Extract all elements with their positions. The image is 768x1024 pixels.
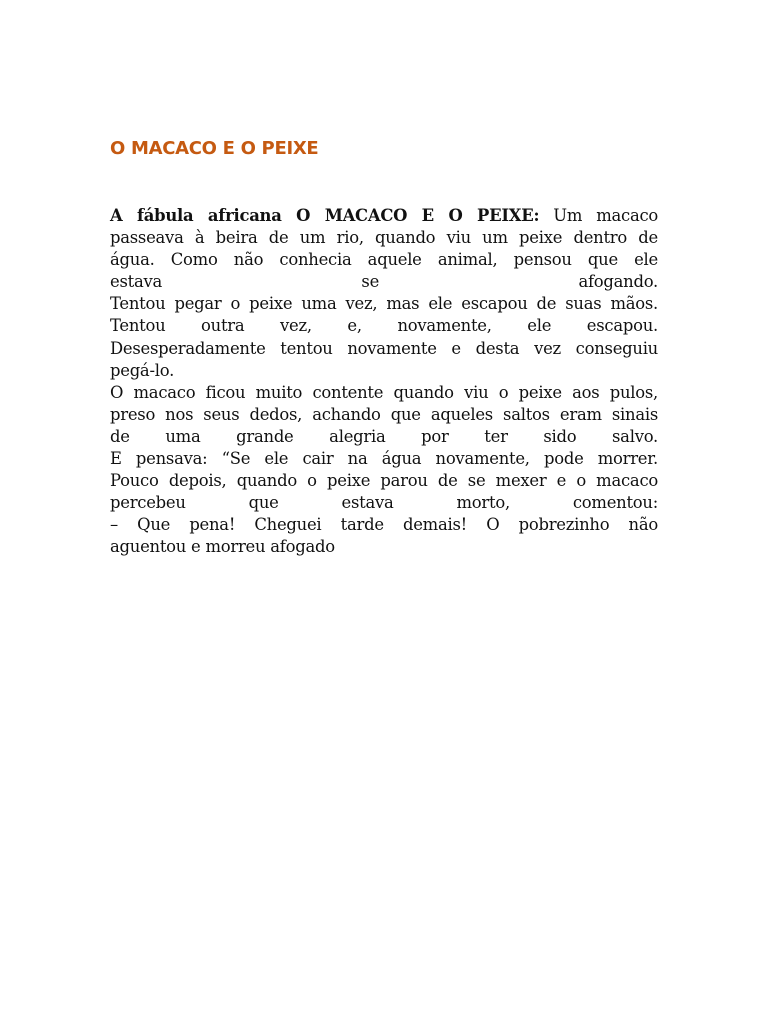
text-line-5: Tentou pegar o peixe uma vez, mas ele escapou de suas mãos.	[110, 294, 658, 314]
story-body	[110, 205, 658, 559]
story-title: O MACACO E O PEIXE	[110, 138, 319, 159]
text-line-16: aguentou e morreu afogado	[110, 537, 335, 557]
text-line-6: Tentou outra vez, e, novamente, ele escapou.	[110, 316, 658, 336]
lead-bold-text: A fábula africana O MACACO E O PEIXE:	[110, 206, 540, 225]
text-line-1	[110, 205, 658, 227]
text-line-12: E pensava: “Se ele cair na água novamente, pode morrer.	[110, 449, 658, 469]
text-line-13: Pouco depois, quando o peixe parou de se mexer e o macaco	[110, 471, 658, 491]
text-line-9: O macaco ficou muito contente quando viu o peixe aos pulos,	[110, 382, 658, 402]
text-line-8: pegá-lo.	[110, 360, 175, 380]
text-line-2: passeava à beira de um rio, quando viu um peixe dentro de	[110, 228, 658, 248]
text-line-15: – Que pena! Cheguei tarde demais! O pobrezinho não	[110, 515, 658, 535]
first-line-rest: Um macaco	[539, 206, 659, 225]
text-line-14: percebeu que estava morto, comentou:	[110, 493, 658, 513]
text-line-11: de uma grande alegria por ter sido salvo.	[110, 426, 658, 446]
text-line-4: estava se afogando.	[110, 272, 658, 292]
text-line-3: água. Como não conhecia aquele animal, pensou que ele	[110, 250, 658, 270]
text-line-10: preso nos seus dedos, achando que aqueles saltos eram sinais	[110, 404, 658, 424]
text-line-7: Desesperadamente tentou novamente e desta vez conseguiu	[110, 338, 658, 358]
